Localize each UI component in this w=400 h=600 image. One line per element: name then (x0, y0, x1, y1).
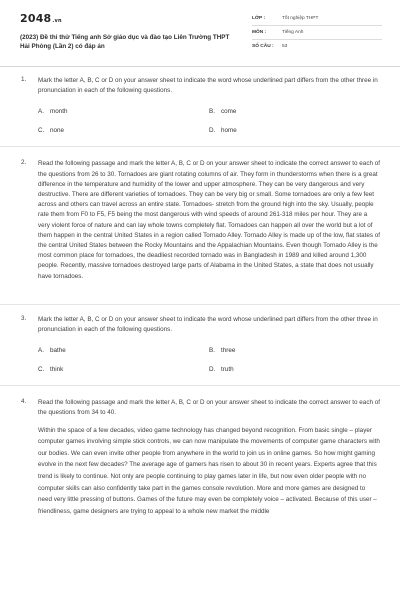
question-list (0, 76, 400, 517)
exam-meta (252, 12, 382, 53)
question-number: 1. (21, 76, 27, 83)
option-letter: B. (209, 347, 215, 355)
exam-title: (2023) Đề thi thử Tiếng anh Sở giáo dục và đào tạo Liên Trường THPT Hải Phòng (Lần 2) có đáp án (20, 34, 230, 50)
option-text: three (221, 347, 236, 355)
option-letter: B. (209, 108, 215, 116)
option-letter: A. (38, 108, 44, 116)
option-text: none (50, 127, 65, 135)
option-letter: D. (209, 366, 216, 374)
answer-options (38, 102, 380, 140)
question-1 (0, 76, 400, 147)
option-letter: C. (38, 366, 45, 374)
answer-options (38, 341, 380, 379)
option-text: bathe (50, 347, 66, 355)
question-text: Read the following passage and mark the letter A, B, C or D on your answer sheet to indicate the correct answer to each of the questions from 26 to 30. Tornadoes are giant rotating columns of air. They form in thunderstorms when there is a great difference in the temperature and humidity of the lower and upper atmosphere. They can be very dangerous and very destructive. There are different varieties of tornadoes. They can be very big or small. Some tornadoes are only a few feet across and others can travel across an entire state. Tornadoes- stretch from the ground high into the sky. Usually, people rate them from F0 to F5, F5 being the most dangerous with wind speeds of around 261-318 miles per hour. They are a very violent force of nature and can lay whole towns completely flat. Tornadoes can happen all over the world but a lot of them happen in the central United States in a region called Tornado Alley. Tornado Alley is made up of the low, flat states of the central United States between the Rocky Mountains and the Appalachian Mountains. Even though Tornado Alley is the most common place for tornadoes, the deadliest recorded tornado was in Bangladesh in 1989 and killed around 1,300 people. Recently, massive tornadoes destroyed large parts of Alabama in the United States, a state that does not usually have tornadoes. (38, 160, 380, 280)
option-text: think (50, 366, 64, 374)
question-text: Mark the letter A, B, C or D on your answer sheet to indicate the word whose underlined part differs from the other three in pronunciation in each of the following questions. (38, 77, 378, 95)
reading-passage: Within the space of a few decades, video game technology has changed beyond recognition. From basic single – player computer games involving simple stick controls, we can now manipulate the movements of computer game characters with our bodies. We can even invite other people from anywhere in the world to join us in online games. So how might gaming evolve in the next few decades? The average age of gamers has risen to about 30 in recent years. Experts agree that this trend is likely to continue. Not only are people continuing to play games later in life, but now even older people with no computer skills can also confidently take part in the games console revolution. More and more games are designed to need very little pressing of buttons. Games of the future may even be completely voice – activated. Because of this user – friendliness, game designers are trying to appeal to a whole new market the middle (38, 426, 380, 515)
option-a[interactable] (38, 108, 209, 115)
option-letter: A. (38, 347, 44, 355)
meta-value: Tiếng Anh (282, 30, 304, 35)
site-logo[interactable] (20, 12, 62, 25)
option-row (38, 121, 380, 140)
option-row (38, 102, 380, 121)
page-header (0, 0, 400, 67)
option-d[interactable] (209, 127, 380, 134)
logo-text: 2048 (20, 12, 52, 25)
question-number: 4. (21, 398, 27, 406)
option-b[interactable] (209, 347, 380, 354)
question-text: Mark the letter A, B, C or D on your answer sheet to indicate the word whose underlined part differs from the other three in pronunciation in each of the following questions. (38, 315, 378, 334)
question-2 (0, 159, 400, 304)
option-text: month (50, 108, 68, 116)
question-number: 3. (21, 314, 27, 322)
question-3 (0, 315, 400, 386)
meta-value: Tốt nghiệp THPT (282, 16, 319, 21)
meta-key: SỐ CÂU : (252, 44, 274, 49)
option-text: come (221, 108, 237, 116)
option-text: home (221, 127, 237, 135)
meta-value: 53 (282, 44, 288, 49)
option-letter: D. (209, 127, 216, 135)
option-row (38, 341, 380, 360)
logo-suffix: .vn (52, 18, 62, 24)
meta-key: LỚP : (252, 16, 266, 21)
question-text: Read the following passage and mark the letter A, B, C or D on your answer sheet to indicate the correct answer to each of the questions from 34 to 40. (38, 399, 380, 417)
option-letter: C. (38, 127, 45, 135)
option-d[interactable] (209, 366, 380, 373)
option-row (38, 360, 380, 379)
meta-row-class (252, 12, 382, 26)
meta-row-count (252, 40, 382, 53)
question-number: 2. (21, 159, 27, 167)
meta-key: MÔN : (252, 30, 267, 35)
meta-row-subject (252, 26, 382, 40)
question-4 (0, 398, 400, 517)
option-c[interactable] (38, 366, 209, 373)
option-c[interactable] (38, 127, 209, 134)
option-text: truth (221, 366, 234, 374)
option-b[interactable] (209, 108, 380, 115)
option-a[interactable] (38, 347, 209, 354)
